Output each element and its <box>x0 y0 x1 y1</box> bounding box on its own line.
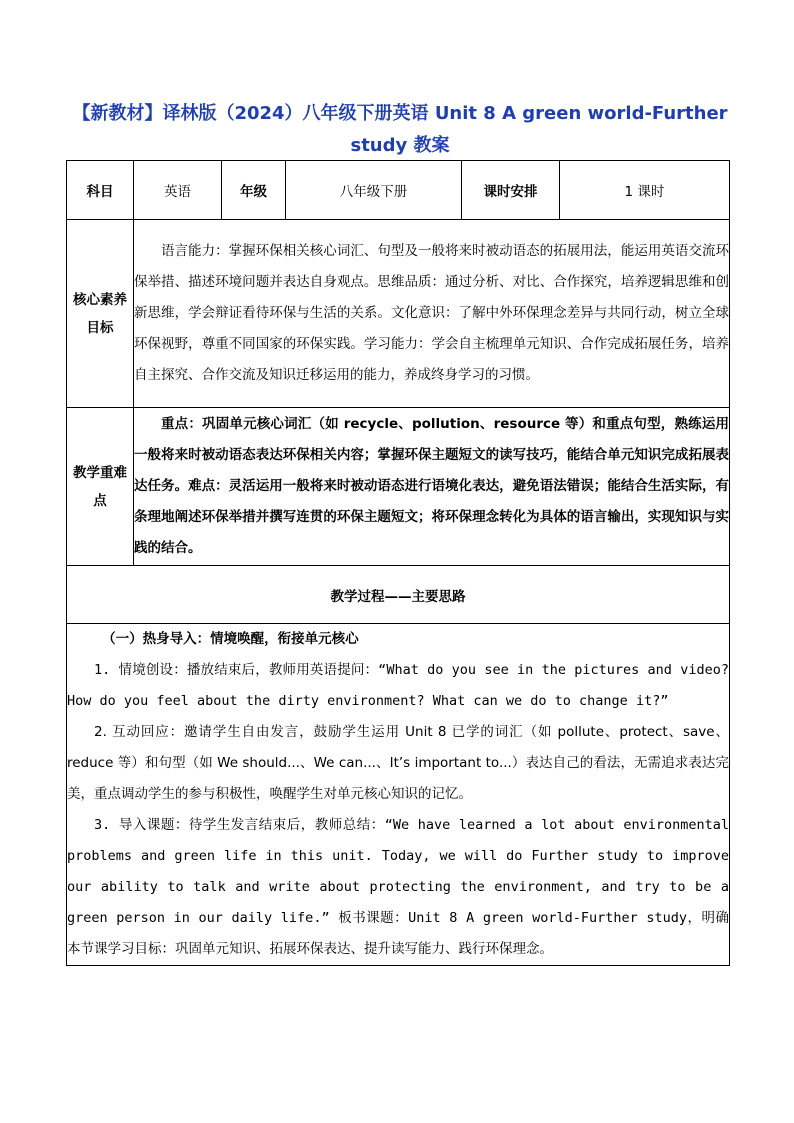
key-points-label-text: 教学重难点 <box>73 464 127 509</box>
core-goals-text: 语言能力：掌握环保相关核心词汇、句型及一般将来时被动语态的拓展用法，能运用英语交流环保举措、描述环境问题并表达自身观点。思维品质：通过分析、对比、合作探究，培养逻辑思维和创新思维，学会辩证看待环保与生活的关系。文化意识：了解中外环保理念差异与共同行动，树立全球环保视野，尊重不同国家的环保实践。学习能力：学会自主梳理单元知识、合作完成拓展任务，培养自主探究、合作交流及知识迁移运用的能力，养成终身学习的习惯。 <box>134 220 730 408</box>
process-title: 教学过程——主要思路 <box>67 566 730 624</box>
info-row <box>67 161 730 220</box>
process-title-row <box>67 566 730 624</box>
key-points-label <box>67 408 134 566</box>
document-title: 【新教材】译林版（2024）八年级下册英语 Unit 8 A green world-Further study 教案 <box>72 103 728 156</box>
lesson-plan-table <box>66 160 730 966</box>
paragraph-interaction: 2. 互动回应：邀请学生自由发言，鼓励学生运用 Unit 8 已学的词汇（如 pollute、protect、save、reduce 等）和句型（如 We should...、We can...、It’s important to...）表达自己的看法，无需追求表达完美，重点调动学生的参与积极性，唤醒学生对单元核心知识的记忆。 <box>67 724 729 802</box>
key-points-row <box>67 408 730 566</box>
paragraph-situation: 1. 情境创设：播放结束后，教师用英语提问：“What do you see in the pictures and video? How do you feel about the dirty environment? What can we do to change it?” <box>67 662 729 709</box>
grade-value: 八年级下册 <box>286 161 462 220</box>
section-heading: （一）热身导入：情境唤醒，衔接单元核心 <box>102 631 359 647</box>
subject-value: 英语 <box>134 161 222 220</box>
process-content <box>67 624 730 966</box>
process-content-row <box>67 624 730 966</box>
core-goals-label-text: 核心素养目标 <box>73 291 127 336</box>
schedule-label: 课时安排 <box>462 161 560 220</box>
grade-label: 年级 <box>222 161 286 220</box>
key-points-text: 重点：巩固单元核心词汇（如 recycle、pollution、resource 等）和重点句型，熟练运用一般将来时被动语态表达环保相关内容；掌握环保主题短文的读写技巧，能结合单元知识完成拓展表达任务。难点：灵活运用一般将来时被动语态进行语境化表达，避免语法错误；能结合生活实际，有条理地阐述环保举措并撰写连贯的环保主题短文；将环保理念转化为具体的语言输出，实现知识与实践的结合。 <box>134 408 730 566</box>
paragraph-introduction: 3. 导入课题：待学生发言结束后，教师总结：“We have learned a lot about environmental problems and green life in this unit. Today, we will do Further study to improve our ability to talk and write about protecting the environment, and try to be a green person in our daily life.” 板书课题：Unit 8 A green world-Further study，明确本节课学习目标：巩固单元知识、拓展环保表达、提升读写能力、践行环保理念。 <box>67 817 729 957</box>
core-goals-row <box>67 220 730 408</box>
core-goals-label <box>67 220 134 408</box>
subject-label: 科目 <box>67 161 134 220</box>
schedule-value: 1 课时 <box>560 161 730 220</box>
